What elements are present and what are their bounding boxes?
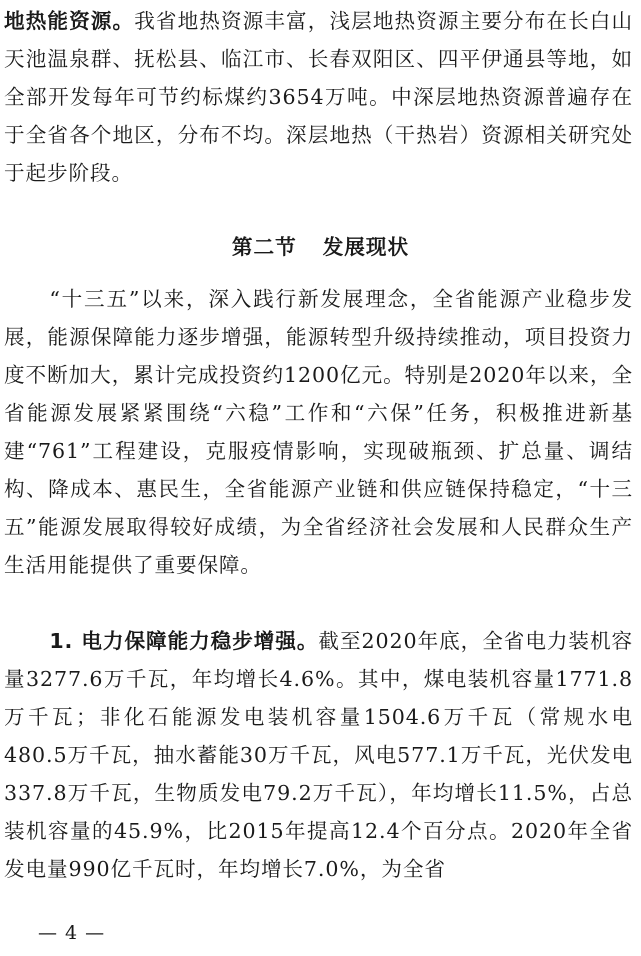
section-number: 第二节: [231, 235, 297, 259]
paragraph-lead-geothermal: 地热能资源。: [4, 9, 135, 33]
paragraph-power-supply: [4, 622, 633, 888]
paragraph-geothermal: [4, 2, 633, 192]
section-title: [0, 228, 641, 266]
page-number: — 4 —: [38, 922, 106, 944]
section-name: 发展现状: [322, 235, 410, 259]
paragraph-text-geothermal: 我省地热资源丰富，浅层地热资源主要分布在长白山天池温泉群、抚松县、临江市、长春双阳区、四平伊通县等地，如全部开发每年可节约标煤约3654万吨。中深层地热资源普遍存在于全省各个地区，分布不均。深层地热（干热岩）资源相关研究处于起步阶段。: [4, 9, 633, 185]
paragraph-overview: [4, 280, 633, 584]
paragraph-lead-power-supply: 1. 电力保障能力稳步增强。: [49, 629, 319, 653]
paragraph-text-power-supply: 截至2020年底，全省电力装机容量3277.6万千瓦，年均增长4.6%。其中，煤电装机容量1771.8万千瓦；非化石能源发电装机容量1504.6万千瓦（常规水电480.5万千瓦，抽水蓄能30万千瓦，风电577.1万千瓦，光伏发电337.8万千瓦，生物质发电79.2万千瓦），年均增长11.5%，占总装机容量的45.9%，比2015年提高12.4个百分点。2020年全省发电量990亿千瓦时，年均增长7.0%，为全省: [4, 629, 634, 881]
paragraph-text-overview: “十三五”以来，深入践行新发展理念，全省能源产业稳步发展，能源保障能力逐步增强，能源转型升级持续推动，项目投资力度不断加大，累计完成投资约1200亿元。特别是2020年以来，全省能源发展紧紧围绕“六稳”工作和“六保”任务，积极推进新基建“761”工程建设，克服疫情影响，实现破瓶颈、扩总量、调结构、降成本、惠民生，全省能源产业链和供应链保持稳定，“十三五”能源发展取得较好成绩，为全省经济社会发展和人民群众生产生活用能提供了重要保障。: [4, 287, 633, 577]
